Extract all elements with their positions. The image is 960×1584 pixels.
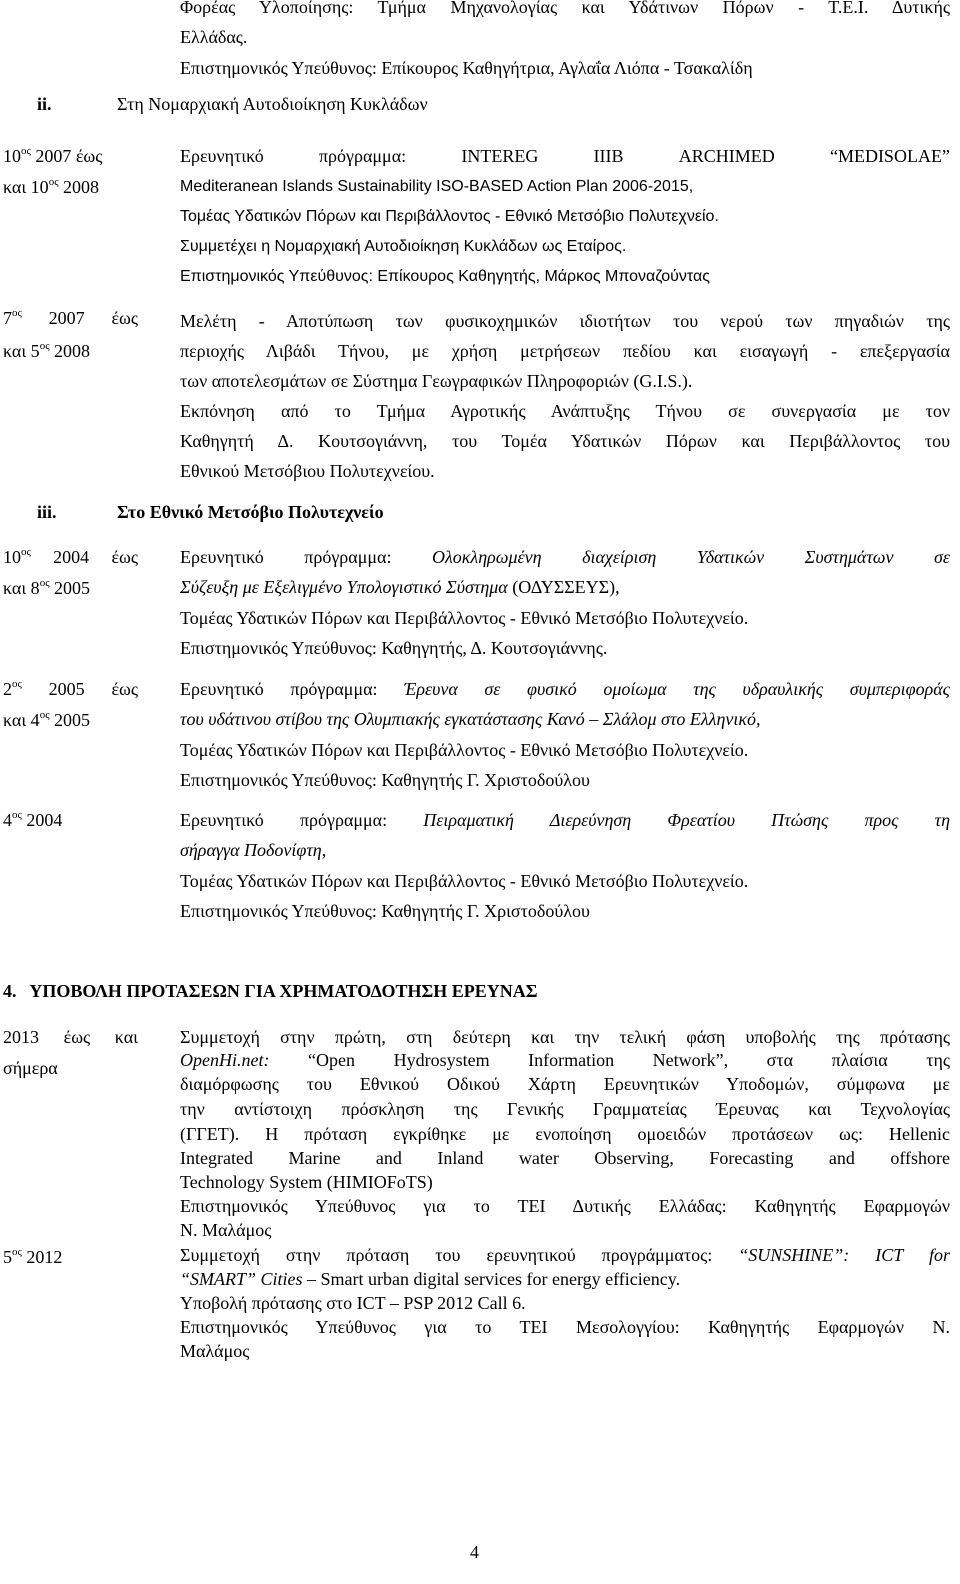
entry-4-2-line-5: Μαλάμος [180, 1341, 250, 1361]
date-ii-1-end: και $10^{o\varsigma}$ 2008 [3, 176, 100, 197]
date-iii-3: $4^{o\varsigma}$ 2004 [3, 809, 63, 830]
entry-iii-1-line-1: Ερευνητικό πρόγραμμα: Ολοκληρωμένη διαχείριση Υδατικών Συστημάτων σε [180, 547, 951, 567]
entry-ii-2-line-2: περιοχής Λιβάδι Τήνου, με χρήση μετρήσεων πεδίου και εισαγωγή - επεξεργασία [180, 341, 950, 361]
page-number: 4 [470, 1542, 479, 1562]
section-iii-number: iii. [37, 502, 57, 522]
entry-4-1-line-1: Συμμετοχή στην πρώτη, στη δεύτερη και την τελική φάση υποβολής της πρότασης [180, 1027, 950, 1047]
entry-4-1-line-7: Technology System (HIMIOFoTS) [180, 1172, 433, 1192]
section-4-title: 4. ΥΠΟΒΟΛΗ ΠΡΟΤΑΣΕΩΝ ΓΙΑ ΧΡΗΜΑΤΟΔΟΤΗΣΗ ΕΡΕΥΝΑΣ [3, 981, 538, 1001]
entry-4-1-line-8: Επιστημονικός Υπεύθυνος για το ΤΕΙ Δυτικής Ελλάδας: Καθηγητής Εφαρμογών [180, 1196, 950, 1216]
entry-iii-3-line-3: Τομέας Υδατικών Πόρων και Περιβάλλοντος - Εθνικό Μετσόβιο Πολυτεχνείο. [180, 871, 749, 891]
entry-4-1-line-4: την αντίστοιχη πρόσκληση της Γενικής Γραμματείας Έρευνας και Τεχνολογίας [180, 1099, 950, 1119]
entry-ii-1-line-5: Επιστημονικός Υπεύθυνος: Επίκουρος Καθηγητής, Μάρκος Μποναζούντας [180, 268, 710, 285]
entry-ii-1-line-2: Mediteranean Islands Sustainability ISO-BASED Action Plan 2006-2015, [180, 178, 694, 195]
entry-ii-2-line-4: Εκπόνηση από το Τμήμα Αγροτικής Ανάπτυξης Τήνου σε συνεργασία με τον [180, 401, 950, 421]
entry-iii-1-line-2: Σύζευξη με Εξελιγμένο Υπολογιστικό Σύστημα (ΟΔΥΣΣΕΥΣ), [180, 577, 620, 597]
date-4-1-start: 2013 έως και [3, 1027, 138, 1047]
date-4-2: $5^{o\varsigma}$ 2012 [3, 1246, 63, 1267]
entry-iii-3-line-2: σήραγγα Ποδονίφτη, [180, 840, 327, 860]
entry-4-1-line-6: Integrated Marine and Inland water Observing, Forecasting and offshore [180, 1148, 950, 1168]
entry-ii-2-line-3: των αποτελεσμάτων σε Σύστημα Γεωγραφικών Πληροφοριών (G.I.S.). [180, 371, 693, 391]
entry-ii-2-line-1: Μελέτη - Αποτύπωση των φυσικοχημικών ιδιοτήτων του νερού των πηγαδιών της [180, 311, 950, 331]
top-line-3: Επιστημονικός Υπεύθυνος: Επίκουρος Καθηγήτρια, Αγλαΐα Λιόπα - Τσακαλίδη [180, 58, 753, 78]
date-4-1-end: σήμερα [3, 1058, 58, 1078]
top-line-2: Ελλάδας. [180, 27, 248, 47]
entry-4-1-line-9: Ν. Μαλάμος [180, 1220, 272, 1240]
entry-iii-2-line-2: του υδάτινου στίβου της Ολυμπιακής εγκατάστασης Κανό – Σλάλομ στο Ελληνικό, [180, 709, 761, 729]
date-iii-1-end: και $8^{o\varsigma}$ 2005 [3, 577, 91, 598]
entry-4-2-line-3: Υποβολή πρότασης στο ICT – PSP 2012 Call 6. [180, 1293, 526, 1313]
entry-ii-1-line-1: Ερευνητικό πρόγραμμα: INTEREG IIIB ARCHIMED “MEDISOLAE” [180, 146, 950, 166]
date-iii-2-end: και $4^{o\varsigma}$ 2005 [3, 709, 91, 730]
entry-iii-2-line-1: Ερευνητικό πρόγραμμα: Έρευνα σε φυσικό ομοίωμα της υδραυλικής συμπεριφοράς [180, 679, 950, 699]
section-ii-number: ii. [37, 94, 52, 114]
entry-ii-1-line-3: Τομέας Υδατικών Πόρων και Περιβάλλοντος - Εθνικό Μετσόβιο Πολυτεχνείο. [180, 208, 719, 225]
entry-ii-2-line-6: Εθνικού Μετσόβιου Πολυτεχνείου. [180, 461, 435, 481]
entry-ii-2-line-5: Καθηγητή Δ. Κουτσογιάννη, του Τομέα Υδατικών Πόρων και Περιβάλλοντος του [180, 431, 950, 451]
entry-iii-2-line-4: Επιστημονικός Υπεύθυνος: Καθηγητής Γ. Χριστοδούλου [180, 770, 590, 790]
section-iii-title: Στο Εθνικό Μετσόβιο Πολυτεχνείο [117, 502, 384, 522]
date-ii-2-start: $7^{o\varsigma}$ 2007 έως [3, 307, 138, 328]
date-ii-2-end: και $5^{o\varsigma}$ 2008 [3, 340, 91, 361]
entry-iii-1-line-3: Τομέας Υδατικών Πόρων και Περιβάλλοντος - Εθνικό Μετσόβιο Πολυτεχνείο. [180, 608, 749, 628]
entry-iii-1-line-4: Επιστημονικός Υπεύθυνος: Καθηγητής, Δ. Κουτσογιάννης. [180, 638, 608, 658]
date-ii-1-start: $10^{o\varsigma}$ 2007 έως [3, 145, 103, 166]
entry-iii-3-line-4: Επιστημονικός Υπεύθυνος: Καθηγητής Γ. Χριστοδούλου [180, 901, 590, 921]
date-iii-1-start: $10^{o\varsigma}$ 2004 έως [3, 546, 138, 567]
section-ii-title: Στη Νομαρχιακή Αυτοδιοίκηση Κυκλάδων [117, 94, 428, 114]
entry-ii-1-line-4: Συμμετέχει η Νομαρχιακή Αυτοδιοίκηση Κυκλάδων ως Εταίρος. [180, 238, 627, 255]
entry-iii-3-line-1: Ερευνητικό πρόγραμμα: Πειραματική Διερεύνηση Φρεατίου Πτώσης προς τη [180, 810, 950, 830]
entry-4-2-line-4: Επιστημονικός Υπεύθυνος για το ΤΕΙ Μεσολογγίου: Καθηγητής Εφαρμογών Ν. [180, 1317, 950, 1337]
entry-4-2-line-1: Συμμετοχή στην πρόταση του ερευνητικού προγράμματος: “SUNSHINE”: ICT for [180, 1245, 950, 1265]
entry-4-1-line-2: OpenHi.net: “Open Hydrosystem Information Network”, στα πλαίσια της [180, 1050, 950, 1070]
top-line-1: Φορέας Υλοποίησης: Τμήμα Μηχανολογίας και Υδάτινων Πόρων - Τ.Ε.Ι. Δυτικής [180, 0, 950, 17]
entry-iii-2-line-3: Τομέας Υδατικών Πόρων και Περιβάλλοντος - Εθνικό Μετσόβιο Πολυτεχνείο. [180, 740, 749, 760]
entry-4-2-line-2: “SMART” Cities – Smart urban digital services for energy efficiency. [180, 1269, 681, 1289]
entry-4-1-line-3: διαμόρφωσης του Εθνικού Οδικού Χάρτη Ερευνητικών Υποδομών, σύμφωνα με [180, 1074, 950, 1094]
entry-4-1-line-5: (ΓΓΕΤ). Η πρόταση εγκρίθηκε με ενοποίηση ομοειδών προτάσεων ως: Hellenic [180, 1124, 950, 1144]
date-iii-2-start: $2^{o\varsigma}$ 2005 έως [3, 678, 138, 699]
